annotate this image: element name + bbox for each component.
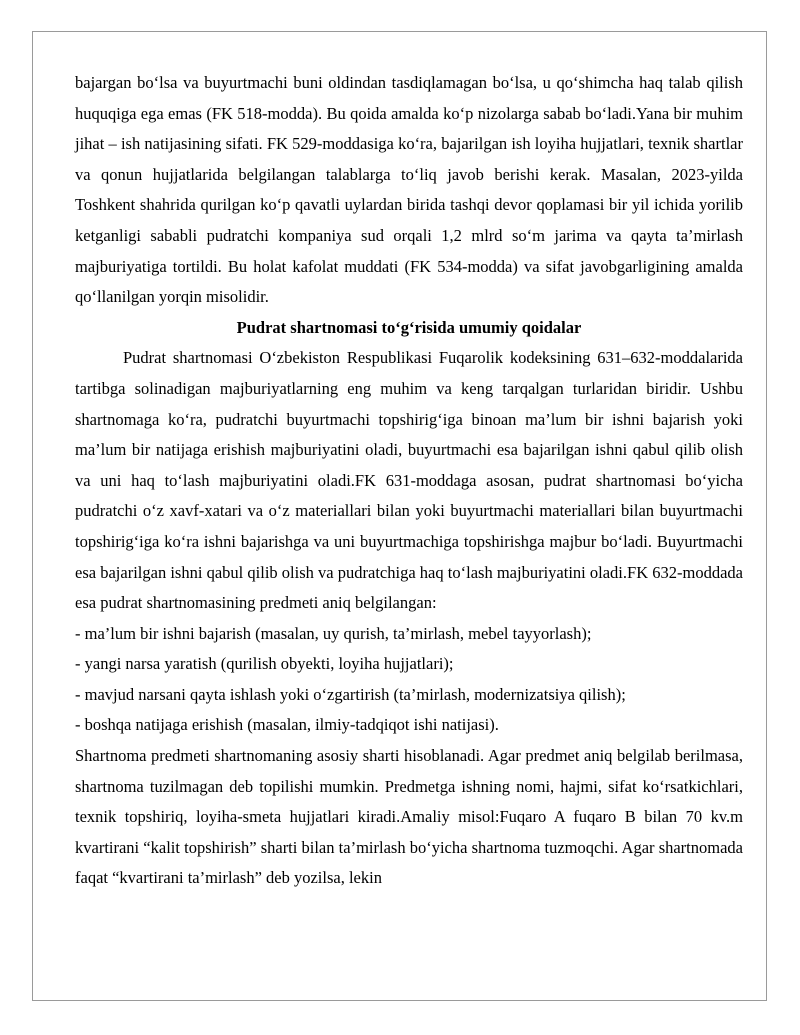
list-item: - ma’lum bir ishni bajarish (masalan, uy qurish, ta’mirlash, mebel tayyorlash); bbox=[75, 623, 592, 643]
paragraph-contract-quality: bajargan bo‘lsa va buyurtmachi buni oldindan tasdiqlamagan bo‘lsa, u qo‘shimcha haq talab qilish huquqiga ega emas (FK 518-modda). Bu qoida amalda ko‘p nizolarga sabab bo‘ladi.Yana bir muhim jihat – ish natijasining sifati. FK 529-moddasiga ko‘ra, bajarilgan ish loyiha hujjatlari, texnik shartlar va qonun hujjatlarida belgilangan talablarga to‘liq javob berishi kerak. Masalan, 2023-yilda Toshkent shahrida qurilgan ko‘p qavatli uylardan birida tashqi devor qoplamasi bir yil ichida yorilib ketganligi sababli pudratchi kompaniya sud orqali 1,2 mlrd so‘m jarima va qayta ta’mirlash majburiyatiga tortildi. Bu holat kafolat muddati (FK 534-modda) va sifat javobgarligining amalda qo‘llanilgan yorqin misolidir. bbox=[75, 73, 743, 307]
paragraph-contract-subject: Shartnoma predmeti shartnomaning asosiy sharti hisoblanadi. Agar predmet aniq belgilab berilmasa, shartnoma tuzilmagan deb topilishi mumkin. Predmetga ishning nomi, hajmi, sifat ko‘rsatkichlari, texnik topshiriq, loyiha-smeta hujjatlari kiradi.Amaliy misol:Fuqaro A fuqaro B bilan 70 kv.m kvartirani “kalit topshirish” sharti bilan ta’mirlash bo‘yicha shartnoma tuzmoqchi. Agar shartnomada faqat “kvartirani ta’mirlash” deb yozilsa, lekin bbox=[75, 746, 743, 888]
section-heading: Pudrat shartnomasi to‘g‘risida umumiy qoidalar bbox=[236, 317, 582, 337]
list-item: - yangi narsa yaratish (qurilish obyekti, loyiha hujjatlari); bbox=[75, 654, 454, 674]
paragraph-contract-definition: Pudrat shartnomasi O‘zbekiston Respublikasi Fuqarolik kodeksining 631–632-moddalarida tartibga solinadigan majburiyatlarning eng muhim va keng tarqalgan turlaridan biridir. Ushbu shartnomaga ko‘ra, pudratchi buyurtmachi topshirig‘iga binoan ma’lum bir ishni bajarish yoki ma’lum bir natijaga erishish majburiyatini oladi, buyurtmachi esa bajarilgan ishni qabul qilib olish va uni haq to‘lash majburiyatini oladi.FK 631-moddaga asosan, pudrat shartnomasi bo‘yicha pudratchi o‘z xavf-xatari va o‘z materiallari bilan yoki buyurtmachi materiallari bilan buyurtmachi topshirig‘iga ko‘ra ishni bajarishga va uni buyurtmachiga topshirishga majbur bo‘ladi. Buyurtmachi esa bajarilgan ishni qabul qilib olish va pudratchiga haq to‘lash majburiyatini oladi.FK 632-moddada esa pudrat shartnomasining predmeti aniq belgilangan: bbox=[75, 348, 743, 613]
list-item: - boshqa natijaga erishish (masalan, ilmiy-tadqiqot ishi natijasi). bbox=[75, 715, 499, 735]
document-body bbox=[75, 68, 743, 894]
list-item: - mavjud narsani qayta ishlash yoki o‘zgartirish (ta’mirlash, modernizatsiya qilish); bbox=[75, 684, 626, 704]
